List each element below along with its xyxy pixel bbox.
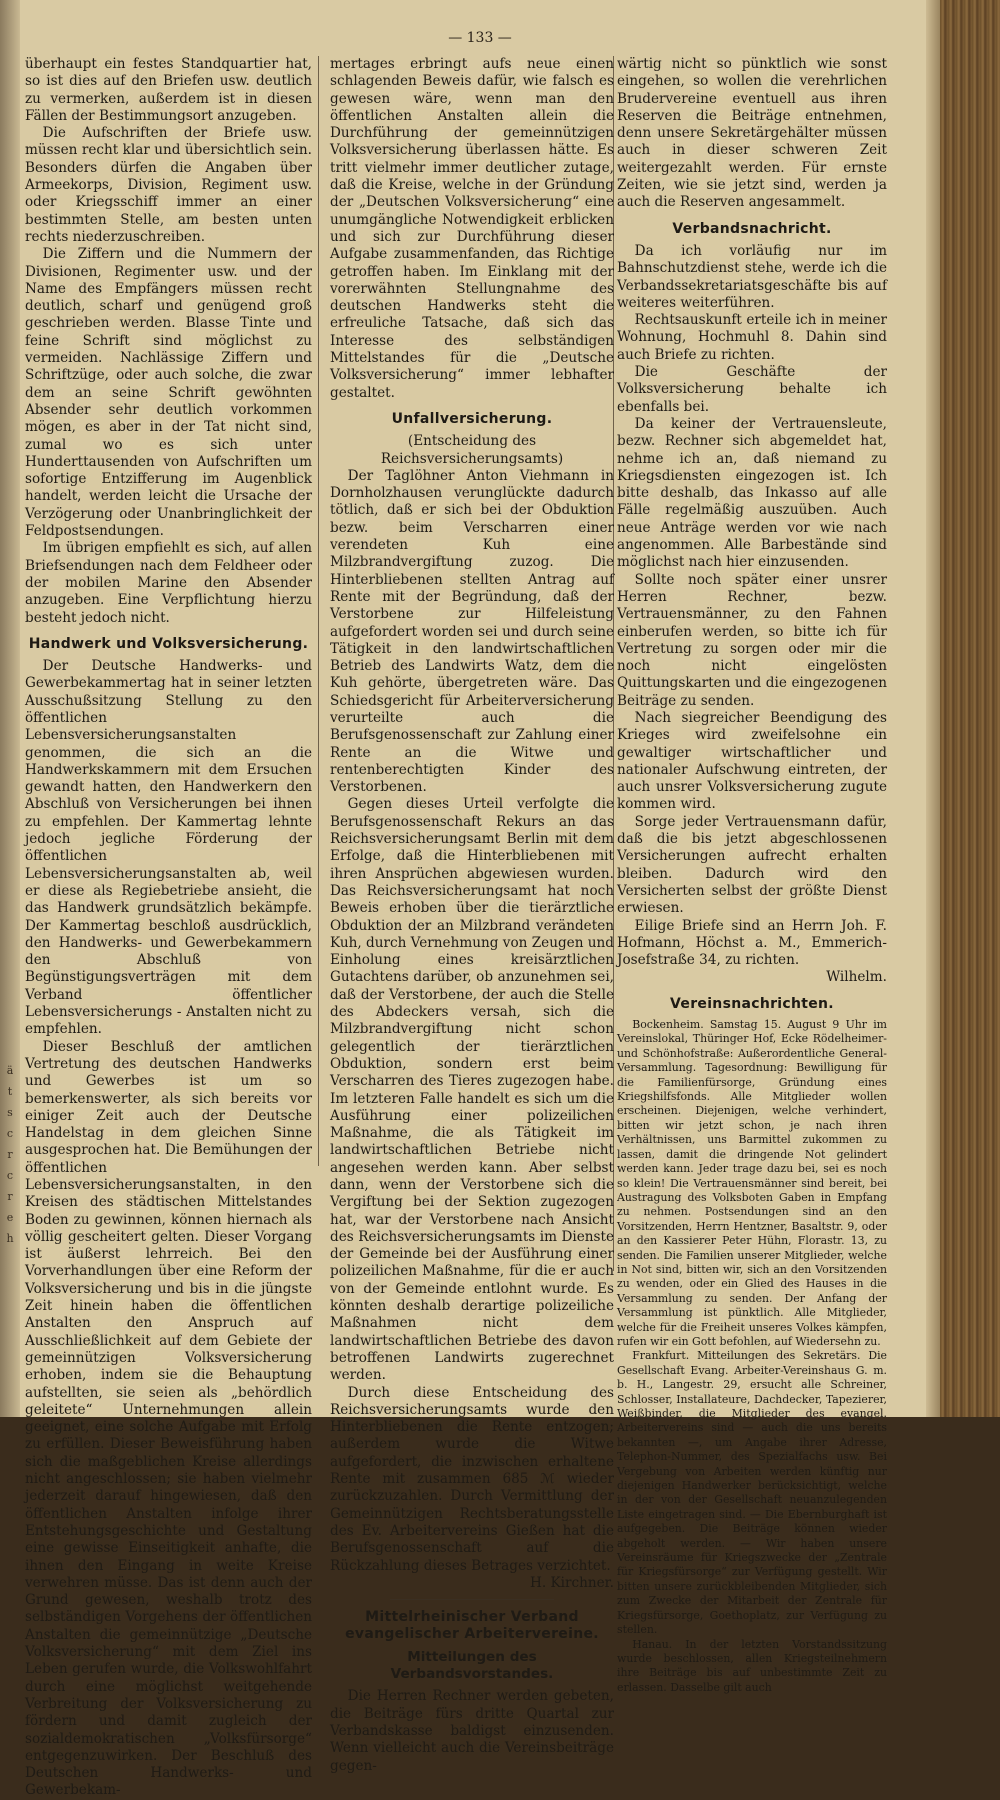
club-notice: Bockenheim. Samstag 15. August 9 Uhr im Vereinslokal, Thüringer Hof, Ecke Rödelheimer- und Schönhofstraße: Außerordentliche General-Versammlung. Tagesordnung: Bewilligung für die Familienfürsorge, Gründung eines Kriegshilfsfonds. Alle Mitglieder wollen erscheinen. Diejenigen, welche verhindert, bitten wir jetzt schon, je nach ihren Verhältnissen, uns Barmittel zukommen zu lassen, damit die dringende Not gelindert werden kann. Jeder trage dazu bei, sei es noch so klein! Die Vertrauensmänner sind bereit, bei Austragung des Volksboten Gaben in Empfang zu nehmen. Postsendungen sind an den Vorsitzenden, Herrn Hentzner, Basaltstr. 9, oder an den Kassierer Peter Hühn, Florastr. 13, zu senden. Die Familien unserer Mitglieder, welche in Not sind, bitten wir, sich an den Vorsitzenden zu wenden, oder ein Glied des Hauses in die Versammlung zu senden. Der Anfang der Versammlung ist pünktlich. Alle Mitglieder, welche für die Freiheit unseres Volkes kämpfen, rufen wir ein Gott befohlen, auf Wiedersehn zu. [617,1018,887,1348]
paragraph: Im übrigen empfiehlt es sich, auf allen Briefsendungen nach dem Feldheer oder der mobilen Marine den Absender anzugeben. Eine Verpflichtung hierzu besteht jedoch nicht. [25,540,312,626]
paragraph: Nach siegreicher Beendigung des Krieges wird zweifelsohne ein gewaltiger wirtschaftlicher und nationaler Aufschwung eintreten, der auch unsrer Volksversicherung zugute kommen wird. [617,709,887,813]
paragraph: Die Herren Rechner werden gebeten, die Beiträge fürs dritte Quartal zur Verbandskasse baldigst einzusenden. Wenn vielleicht auch die Vereinsbeiträge gegen- [330,1688,614,1774]
article-heading-handwerk: Handwerk und Volksversicherung. [28,635,309,652]
page-fold-shadow [926,0,940,1417]
paragraph: Eilige Briefe sind an Herrn Joh. F. Hofmann, Höchst a. M., Emmerich-Josefstraße 34, zu richten. [617,917,887,969]
signature: H. Kirchner. [530,1574,614,1591]
article-heading-unfallversicherung: Unfallversicherung. [391,410,553,427]
paragraph: Rechtsauskunft erteile ich in meiner Wohnung, Hochmuhl 8. Dahin sind auch Briefe zu richten. [617,312,887,363]
paragraph: überhaupt ein festes Standquartier hat, so ist dies auf den Briefen usw. deutlich zu vermerken, außerdem ist in diesen Fällen der Bestimmungsort anzugeben. [25,56,312,124]
paragraph: Da keiner der Vertrauensleute, bezw. Rechner sich abgemeldet hat, nehme ich an, daß niemand zu Kriegsdiensten eingezogen ist. Ich bitte deshalb, das Inkasso auf alle Fälle regelmäßig auszuüben. Auch neue Anträge werden vor wie nach angenommen. Alle Barbestände sind möglichst nach hier einzusenden. [617,415,887,571]
stacked-page-edges [940,0,1000,1417]
club-notice: Frankfurt. Mitteilungen des Sekretärs. Die Gesellschaft Evang. Arbeiter-Vereinshaus G. m. b. H., Langestr. 29, ersucht alle Schreiner, Schlosser, Installateure, Dachdecker, Tapezierer, Weißbinder, die Mitglieder des evangel. Arbeitervereins sind — auch die uns bereits bekannten —, um Angabe ihrer Adresse, Telephon-Nummer, des Spezialfachs usw. Bei Vergebung von Arbeiten werden künftig nur diejenigen Handwerker berücksichtigt, welche in der von der Gesellschaft neuanzulegenden Liste eingetragen sind. — Die Ebernburghaft ist aufgegeben. Die Beiträge können wieder abgeholt werden. — Wir haben unsere Vereinsräume für Kriegszwecke der „Zentrale für Kriegsfürsorge“ zur Verfügung gestellt. Wir bitten unsere zurückbleibenden Mitglieder, sich zum Zwecke der Mitarbeit der Zentrale für Kriegsfürsorge, Goethoplatz, zur Verfügung zu stellen. [617,1349,887,1637]
paragraph: Gegen dieses Urteil verfolgte die Berufsgenossenschaft Rekurs an das Reichsversicherungsamt Berlin mit dem Erfolge, daß die Hinterbliebenen mit ihren Ansprüchen abgewiesen wurden. Das Reichsversicherungsamt hat noch Beweis erhoben über die tierärztliche Obduktion der an Milzbrand verändeten Kuh, durch Vernehmung von Zeugen und Einholung eines kreisärztlichen Gutachtens darüber, ob anzunehmen sei, daß der Verstorbene, der auch die Stelle des Abdeckers versah, sich die Milzbrandvergiftung nicht schon gelegentlich der tierärztlichen Obduktion, sondern erst beim Verscharren des Tieres zugezogen habe. Im letzteren Falle handelt es sich um die Ausführung einer polizeilichen Maßnahme, die als Tätigkeit im landwirtschaftlichen Betriebe nicht angesehen werden kann. Aber selbst dann, wenn der Verstorbene sich die Vergiftung bei der Sektion zugezogen hat, war der Verstorbene nach Ansicht des Reichsversicherungsamts im Dienste der Gemeinde bei der Ausführung einer polizeilichen Maßnahme, für die er auch von der Gemeinde entlohnt wurde. Es könnten deshalb derartige polizeiliche Maßnahmen nicht dem landwirtschaftlichen Betriebe des davon betroffenen Landwirts zugerechnet werden. [330,796,614,1384]
page-number: — 133 — [448,30,512,46]
divider-rule [390,1599,554,1600]
paragraph: Die Ziffern und die Nummern der Divisionen, Regimenter usw. und der Name des Empfängers müssen recht deutlich, scharf und genügend groß geschrieben werden. Blasse Tinte und feine Schrift sind möglichst zu vermeiden. Nachlässige Ziffern und Schriftzüge, oder auch solche, die zwar dem an seine Schrift gewöhnten Absender sehr deutlich vorkommen mögen, es aber in der Tat nicht sind, zumal wo es sich unter Hunderttausenden von Aufschriften um sofortige Entzifferung im Augenblick handelt, werden leicht die Ursache der Verzögerung oder Unanbringlichkeit der Feldpostsendungen. [25,246,312,540]
column-divider-1 [318,56,319,1166]
article-heading-verbandsnachricht: Verbandsnachricht. [672,220,832,237]
article-heading-verband: Mittelrheinischer Verband evangelischer Arbeitervereine. [345,1609,599,1643]
signature: Wilhelm. [826,969,887,986]
paragraph: Die Aufschriften der Briefe usw. müssen recht klar und übersichtlich sein. Besonders dürfen die Angaben über Armeekorps, Division, Regiment usw. oder Kriegsschiff immer an einer bestimmten Stelle, am besten unten rechts niederzuschreiben. [25,125,312,245]
paragraph: Dieser Beschluß der amtlichen Vertretung des deutschen Handwerks und Gewerbes ist um so bemerkenswerter, als sich bereits vor einiger Zeit auch der Deutsche Handelstag in dem gleichen Sinne ausgesprochen hat. Die Bemühungen der öffentlichen Lebensversicherungsanstalten, in den Kreisen des städtischen Mittelstandes Boden zu gewinnen, können hiernach als völlig gescheitert gelten. Dieser Vorgang ist äußerst lehrreich. Bei den Vorverhandlungen über eine Reform der Volksversicherung und bis in die jüngste Zeit hinein haben die öffentlichen Anstalten den Anspruch auf Ausschließlichkeit auf dem Gebiete der gemeinnützigen Volksversicherung erhoben, indem sie die Behauptung aufstellten, sie seien als „behördlich geleitete“ Unternehmungen allein geeignet, eine solche Aufgabe mit Erfolg zu erfüllen. Dieser Beweisführung haben sich die maßgeblichen Kreise allerdings nicht angeschlossen; sie haben vielmehr jederzeit darauf hingewiesen, daß den öffentlichen Anstalten infolge ihrer Entstehungsgeschichte und Gestaltung eine gewisse Einseitigkeit anhafte, die ihnen den Eingang in weite Kreise verwehren müsse. Das ist denn auch der Grund gewesen, weshalb trotz des selbständigen Vorgehens der öffentlichen Anstalten die gemeinnützige „Deutsche Volksversicherung“ mit dem Ziel ins Leben gerufen wurde, die Volkswohlfahrt durch eine möglichst weitgehende Verbreitung der Volksversicherung zu fördern und damit zugleich der sozialdemokratischen „Volksfürsorge“ entgegenzuwirken. Der Beschluß des Deutschen Handwerks- und Gewerbekam- [25,1038,312,1799]
paragraph: Sollte noch später einer unsrer Herren Rechner, bezw. Vertrauensmänner, zu den Fahnen einberufen werden, so bitte ich für Vertretung zu sorgen oder mir die noch nicht eingelösten Quittungskarten und die eingezogenen Beiträge zu senden. [617,571,887,709]
club-notice: Hanau. In der letzten Vorstandssitzung wurde beschlossen, allen Kriegsteilnehmern ihre Beiträge bis auf unbestimmte Zeit zu erlassen. Dasselbe gilt auch [617,1637,887,1694]
paragraph: Durch diese Entscheidung des Reichsversicherungsamts wurde den Hinterbliebenen die Rente entzogen; außerdem wurde die Witwe aufgefordert, die inzwischen erhaltene Rente mit zusammen 685 ℳ wieder zurückzuzahlen. Durch Vermittlung der Gemeinnützigen Rechtsberatungsstelle des Ev. Arbeitervereins Gießen hat die Berufsgenossenschaft auf die Rückzahlung dieses Betrages verzichtet. [330,1384,614,1574]
column-middle [330,56,614,1775]
paragraph: Der Taglöhner Anton Viehmann in Dornholzhausen verunglückte dadurch tötlich, daß er sich bei der Obduktion bezw. beim Verscharren einer verendeten Kuh eine Milzbrandvergiftung zuzog. Die Hinterbliebenen stellten Antrag auf Rente mit der Begründung, daß der Verstorbene zur Hilfeleistung aufgefordert worden sei und durch seine Tätigkeit in den landwirtschaftlichen Betrieb des Landwirts Watz, dem die Kuh gehörte, übergetreten wäre. Das Schiedsgericht für Arbeiterversicherung verurteilte auch die Berufsgenossenschaft zur Zahlung einer Rente an die Witwe und rentenberechtigten Kinder des Verstorbenen. [330,467,614,796]
article-heading-vereinsnachrichten: Vereinsnachrichten. [670,995,834,1012]
article-subheading-vorstand: Mitteilungen des Verbandsvorstandes. [390,1648,554,1683]
article-subheading: (Entscheidung des Reichsversicherungsamts) [380,433,564,467]
margin-marks: ä t s c r c r e h [6,1064,14,1245]
paragraph: wärtig nicht so pünktlich wie sonst eingehen, so wollen die verehrlichen Brudervereine eventuell aus ihren Reserven die Beiträge entnehmen, denn unsere Sekretärgehälter müssen auch in dieser schweren Zeit weitergezahlt werden. Für ernste Zeiten, wie sie jetzt sind, werden ja auch die Reserven angesammelt. [617,56,887,211]
column-right [617,56,887,1695]
column-left [25,56,312,1800]
paragraph: Sorge jeder Vertrauensmann dafür, daß die bis jetzt abgeschlossenen Versicherungen aufrecht erhalten bleiben. Dadurch wird den Versicherten selbst der größte Dienst erwiesen. [617,813,887,917]
paragraph: Die Geschäfte der Volksversicherung behalte ich ebenfalls bei. [617,364,887,415]
paragraph: Der Deutsche Handwerks- und Gewerbekammertag hat in seiner letzten Ausschußsitzung Stellung zu den öffentlichen Lebensversicherungsanstalten genommen, die sich an die Handwerkskammern mit dem Ersuchen gewandt hatten, den Handwerkern den Abschluß von Versicherungen bei ihnen zu empfehlen. Der Kammertag lehnte jedoch jegliche Förderung der öffentlichen Lebensversicherungsanstalten ab, weil er diese als Regiebetriebe ansieht, die das Handwerk grundsätzlich bekämpfe. Der Kammertag beschloß ausdrücklich, den Handwerks- und Gewerbekammern den Abschluß von Begünstigungsverträgen mit dem Verband öffentlicher Lebensversicherungs - Anstalten nicht zu empfehlen. [25,658,312,1038]
paragraph: mertages erbringt aufs neue einen schlagenden Beweis dafür, wie falsch es gewesen wäre, wenn man den öffentlichen Anstalten allein die Durchführung der gemeinnützigen Volksversicherung überlassen hätte. Es tritt vielmehr immer deutlicher zutage, daß die Kreise, welche in der Gründung der „Deutschen Volksversicherung“ eine unumgängliche Notwendigkeit erblicken und sich zur Durchführung dieser Aufgabe zusammenfanden, das Richtige getroffen haben. Im Einklang mit der vorerwähnten Stellungnahme des deutschen Handwerks steht die erfreuliche Tatsache, daß sich das Interesse des selbständigen Mittelstandes für die „Deutsche Volksversicherung“ immer lebhafter gestaltet. [330,56,614,401]
paragraph: Da ich vorläufig nur im Bahnschutzdienst stehe, werde ich die Verbandssekretariatsgeschäfte bis auf weiteres weiterführen. [617,242,887,311]
